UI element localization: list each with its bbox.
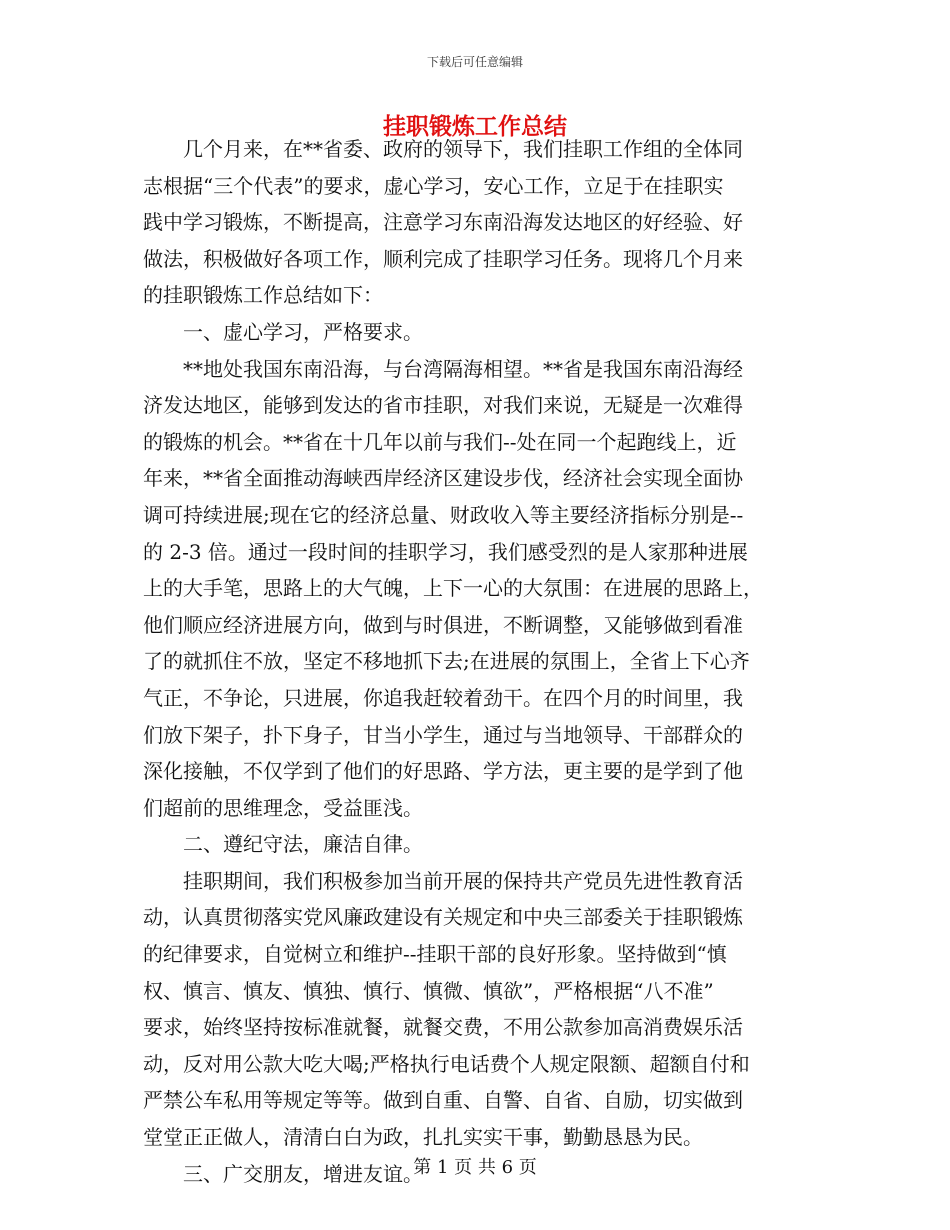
section-heading: 一、虚心学习，严格要求。 <box>143 319 423 344</box>
body-line: 气正，不争论，只进展，你追我赶较着劲干。在四个月的时间里，我 <box>143 685 743 710</box>
body-line: 做法，积极做好各项工作，顺利完成了挂职学习任务。现将几个月来 <box>143 246 743 271</box>
body-line: 挂职期间，我们积极参加当前开展的保持共产党员先进性教育活 <box>143 868 743 893</box>
body-line: 们超前的思维理念，受益匪浅。 <box>143 795 423 820</box>
body-line: 他们顺应经济进展方向，做到与时俱进，不断调整，又能够做到看准 <box>143 612 743 637</box>
body-line: 践中学习锻炼，不断提高，注意学习东南沿海发达地区的好经验、好 <box>143 210 743 235</box>
document-title: 挂职锻炼工作总结 <box>383 113 567 140</box>
body-line: 济发达地区，能够到发达的省市挂职，对我们来说，无疑是一次难得 <box>143 393 743 418</box>
body-line: 的挂职锻炼工作总结如下： <box>143 283 383 308</box>
body-line: 要求，始终坚持按标准就餐，就餐交费，不用公款参加高消费娱乐活 <box>143 1015 743 1040</box>
body-line: 的锻炼的机会。**省在十几年以前与我们--处在同一个起跑线上，近 <box>143 429 737 454</box>
body-line: 了的就抓住不放，坚定不移地抓下去;在进展的氛围上，全省上下心齐 <box>143 649 750 674</box>
section-heading: 三、广交朋友，增进友谊。 <box>143 1161 423 1186</box>
body-line: 动，认真贯彻落实党风廉政建设有关规定和中央三部委关于挂职锻炼 <box>143 905 743 930</box>
body-line: 深化接触，不仅学到了他们的好思路、学方法，更主要的是学到了他 <box>143 759 743 784</box>
body-line: 几个月来，在**省委、政府的领导下，我们挂职工作组的全体同 <box>143 137 743 161</box>
body-line: 的纪律要求，自觉树立和维护--挂职干部的良好形象。坚持做到“慎 <box>143 942 727 967</box>
header-note: 下载后可任意编辑 <box>426 55 523 69</box>
body-line: 调可持续进展;现在它的经济总量、财政收入等主要经济指标分别是-- <box>143 502 744 527</box>
body-line: 们放下架子，扑下身子，甘当小学生，通过与当地领导、干部群众的 <box>143 722 743 747</box>
document-body <box>143 131 807 1192</box>
body-line: 堂堂正正做人，清清白白为政，扎扎实实干事，勤勤恳恳为民。 <box>143 1125 703 1150</box>
body-line: 志根据“三个代表”的要求，虚心学习，安心工作，立足于在挂职实 <box>143 173 724 198</box>
body-line: 上的大手笔，思路上的大气魄，上下一心的大氛围：在进展的思路上， <box>143 576 763 601</box>
body-line: 年来，**省全面推动海峡西岸经济区建设步伐，经济社会实现全面协 <box>143 466 743 491</box>
body-line: 权、慎言、慎友、慎独、慎行、慎微、慎欲”，严格根据“八不准” <box>143 978 714 1003</box>
body-line: 动，反对用公款大吃大喝;严格执行电话费个人规定限额、超额自付和 <box>143 1051 750 1076</box>
section-heading: 二、遵纪守法，廉洁自律。 <box>143 832 423 857</box>
body-line: 的 2-3 倍。通过一段时间的挂职学习，我们感受烈的是人家那种进展 <box>143 539 748 564</box>
body-line: **地处我国东南沿海，与台湾隔海相望。**省是我国东南沿海经 <box>143 356 743 381</box>
page-footer: 第 1 页 共 6 页 <box>413 1157 537 1178</box>
body-line: 严禁公车私用等规定等等。做到自重、自警、自省、自励，切实做到 <box>143 1088 743 1113</box>
